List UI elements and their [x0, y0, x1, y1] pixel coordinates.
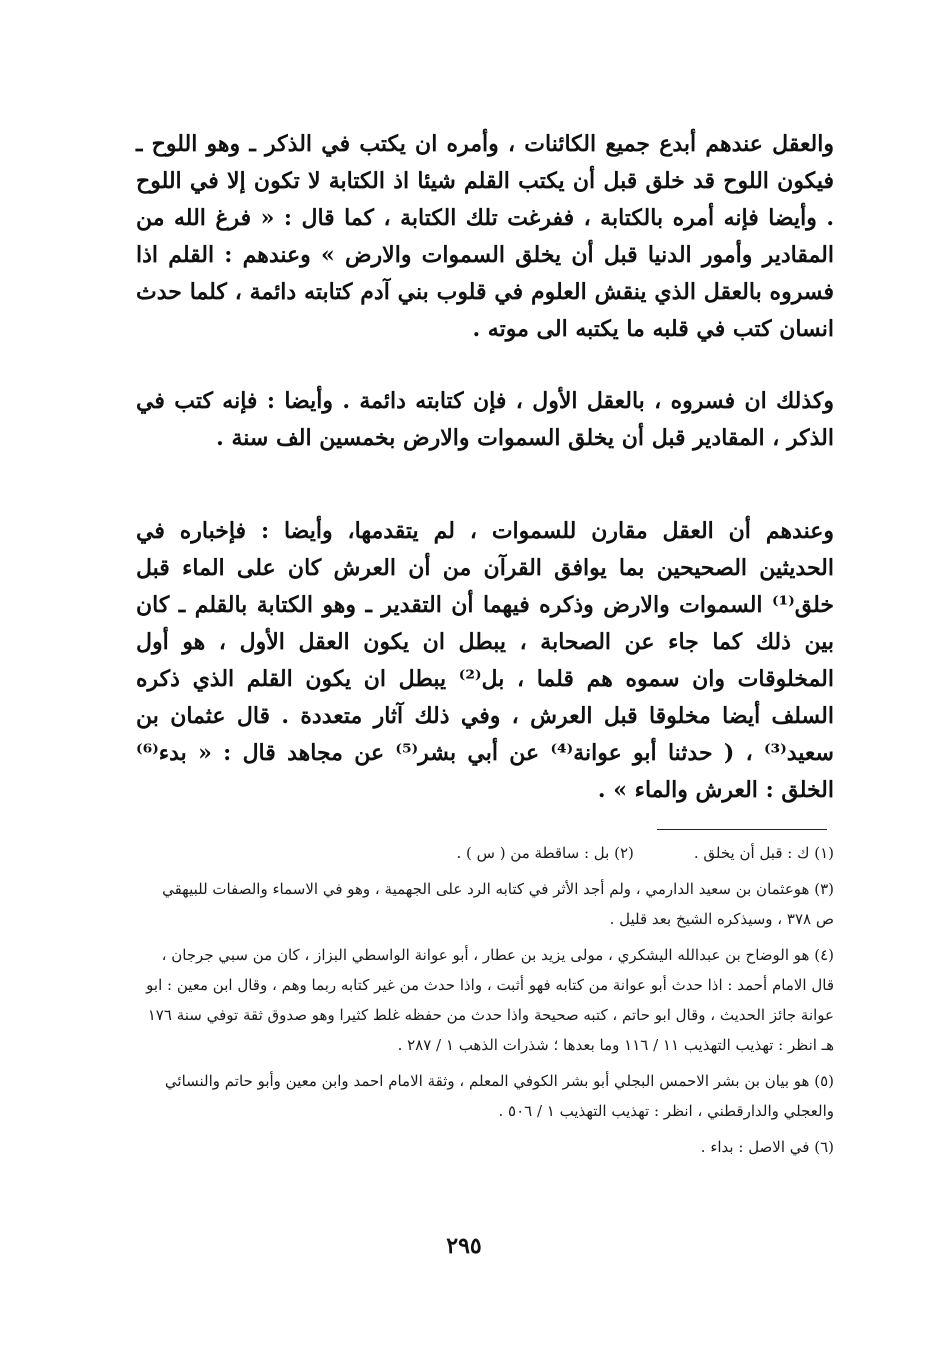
body-paragraph-1: والعقل عندهم أبدع جميع الكائنات ، وأمره ان يكتب في الذكر ـ وهو اللوح ـ فيكون اللوح قد خلق قبل أن يكتب القلم شيئا اذ الكتابة لا تكون إلا في اللوح . وأيضا فإنه أمره بالكتابة ، ففرغت تلك الكتابة ، كما قال : « فرغ الله من المقادير وأمور الدنيا قبل أن يخلق السموات والارض » وعندهم : القلم اذا فسروه بالعقل الذي ينقش العلوم في قلوب بني آدم كتابته دائمة ، كلما حدث انسان كتب في قلبه ما يكتبه الى موته . [136, 131, 834, 342]
footnote-1: (١) ك : قبل أن يخلق . [693, 844, 834, 862]
footnote-4: (٤) هو الوضاح بن عبدالله اليشكري ، مولى يزيد بن عطار ، أبو عوانة الواسطي البزاز ، كان من سبي جرجان ، قال الامام أحمد : اذا حدث أبو عوانة من كتابه فهو أثبت ، واذا حدث من غير كتابه ربما وهم ، وقال ابن معين : ابو عوانة جائز الحديث ، وقال ابو حاتم ، كتبه صحيحة واذا حدث من حفظه غلط كثيرا وهو صدوق ثقة توفي سنة ١٧٦ هـ انظر : تهذيب التهذيب ١١ / ١١٦ وما بعدها ؛ شذرات الذهب ١ / ٢٨٧ . [146, 946, 834, 1054]
footnotes [140, 838, 834, 1168]
footnote-6: (٦) في الاصل : بداء . [700, 1138, 834, 1156]
body-paragraph-3: وعندهم أن العقل مقارن للسموات ، لم يتقدمها، وأيضا : فإخباره في الحديثين الصحيحين بما يوافق القرآن من أن العرش كان على الماء قبل خلق⁽¹⁾ السموات والارض وذكره فيهما أن التقدير ـ وهو الكتابة بالقلم ـ كان بين ذلك كما جاء عن الصحابة ، يبطل ان يكون العقل الأول ، هو أول المخلوقات وان سموه هم قلما ، بل⁽²⁾ يبطل ان يكون القلم الذي ذكره السلف أيضا مخلوقا قبل العرش ، وفي ذلك آثار متعددة . قال عثمان بن سعيد⁽³⁾ ، ( حدثنا أبو عوانة⁽⁴⁾ عن أبي بشر⁽⁵⁾ عن مجاهد قال : « بدء⁽⁶⁾ الخلق : العرش والماء » . [136, 518, 834, 803]
footnote-separator [657, 829, 827, 830]
body-paragraph-2: وكذلك ان فسروه ، بالعقل الأول ، فإن كتابته دائمة . وأيضا : فإنه كتب في الذكر ، المقادير قبل أن يخلق السموات والارض بخمسين الف سنة . [136, 388, 834, 451]
footnote-2: (٢) بل : ساقطة من ( س ) . [456, 844, 634, 862]
page-number: ٢٩٥ [446, 1233, 482, 1259]
footnote-row-1-2 [140, 838, 834, 868]
footnote-3: (٣) هوعثمان بن سعيد الدارمي ، ولم أجد الأثر في كتابه الرد على الجهمية ، وهو في الاسماء والصفات للبيهقي ص ٣٧٨ ، وسيذكره الشيخ بعد قليل . [162, 880, 834, 928]
footnote-5: (٥) هو بيان بن بشر الاحمس البجلي أبو بشر الكوفي المعلم ، وثقة الامام احمد وابن معين وأبو حاتم والنسائي والعجلي والدارقطني ، انظر : تهذيب التهذيب ١ / ٥٠٦ . [164, 1072, 834, 1120]
